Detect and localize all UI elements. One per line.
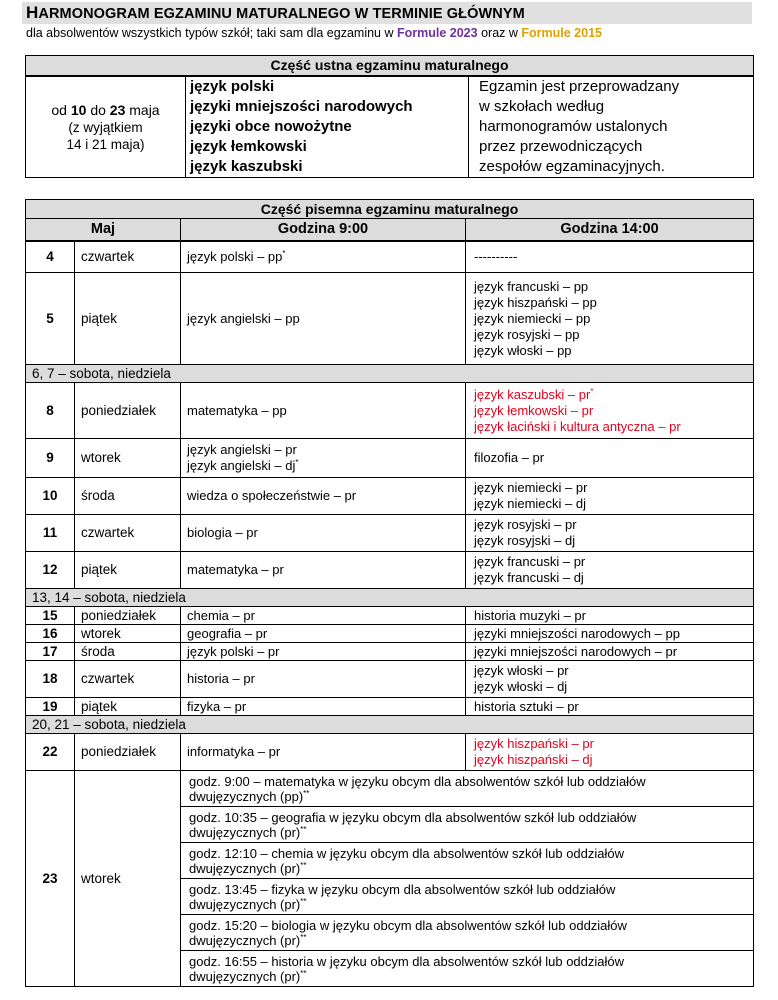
table-row: 4 czwartek język polski – pp* ---------- — [26, 241, 754, 273]
col-afternoon: Godzina 14:00 — [466, 219, 754, 241]
formula-2015-label: Formule 2015 — [521, 26, 602, 40]
table-row: 18 czwartek historia – pr język włoski – pr język włoski – dj — [26, 661, 754, 698]
table-row: 8 poniedziałek matematyka – pp język kaszubski – pr* język łemkowski – pr język łaciński i kultura antyczna – pr — [26, 383, 754, 439]
table-row: 5 piątek język angielski – pp język francuski – pp język hiszpański – pp język niemiecki – pp język rosyjski – pp język włoski – pp — [26, 273, 754, 365]
table-row: 23 wtorek godz. 9:00 – matematyka w języku obcym dla absolwentów szkół lub oddziałów dwujęzycznych (pp)** — [26, 771, 754, 807]
oral-subjects: język polski języki mniejszości narodowych języki obce nowożytne język łemkowski język kaszubski — [186, 76, 469, 178]
col-morning: Godzina 9:00 — [181, 219, 466, 241]
weekend-separator: 13, 14 – sobota, niedziela — [26, 589, 754, 607]
table-row: 15 poniedziałek chemia – pr historia muzyki – pr — [26, 607, 754, 625]
table-row: 10 środa wiedza o społeczeństwie – pr język niemiecki – pr język niemiecki – dj — [26, 478, 754, 515]
col-month: Maj — [26, 219, 181, 241]
written-exam-table: Część pisemna egzaminu maturalnego Maj Godzina 9:00 Godzina 14:00 4 czwartek język polski – pp* ---------- 5 piątek język angielski – pp język francuski – pp język hiszpański – pp język niemiecki – pp język rosyjski – pp język włoski – pp 6, 7 – sobota, niedziela 8 poniedziałek matematyka – pp język kaszubski – pr* język łemkowski – pr język łaciński i kultura antyczna – pr 9 wtorek język angielski – pr język angielski – dj* filozofia – pr 10 środa wiedza o społeczeństwie – pr język niemiecki – pr język niemiecki – dj 11 czwartek biologia – pr język rosyjski – pr język rosyjski – dj 12 piątek matematyka – pr język francuski – pr język francuski – dj 13, 14 – sobota, niedziela 15 poniedziałek chemia – pr historia muzyki – pr 16 wtorek geografia – pr języki mniejszości narodowych – pp 17 środa język polski – pr języki mniejszości narodowych – pr 18 czwartek historia – pr język włoski – pr język włoski – dj 19 piątek fizyka – pr historia sztuki – pr 20, 21 – sobota, niedziela 22 poniedziałek informatyka – pr język hiszpański – pr język hiszpański – dj 23 wtorek godz. 9:00 – matematyka w języku obcym dla absolwentów szkół lub oddziałów dwujęzycznych (pp)** godz. 10:35 – geografia w języku obcym dla absolwentów szkół lub oddziałów dwujęzycznych (pr)** godz. 12:10 – chemia w języku obcym dla absolwentów szkół lub oddziałów dwujęzycznych (pr)** godz. 13:45 – fizyka w języku obcym dla absolwentów szkół lub oddziałów dwujęzycznych (pr)** godz. 15:20 – biologia w języku obcym dla absolwentów szkół lub oddziałów dwujęzycznych (pr)** godz. 16:55 – historia w języku obcym dla absolwentów szkół lub oddziałów dwujęzycznych (pr)** — [25, 199, 754, 987]
table-row: 11 czwartek biologia – pr język rosyjski – pr język rosyjski – dj — [26, 515, 754, 552]
weekend-separator: 20, 21 – sobota, niedziela — [26, 716, 754, 734]
page-subtitle: dla absolwentów wszystkich typów szkół; taki sam dla egzaminu w Formule 2023 oraz w Formule 2015 — [26, 26, 602, 40]
oral-note: Egzamin jest przeprowadzany w szkołach według harmonogramów ustalonych przez przewodniczących zespołów egzaminacyjnych. — [469, 76, 754, 178]
oral-heading: Część ustna egzaminu maturalnego — [26, 56, 754, 76]
written-heading: Część pisemna egzaminu maturalnego — [26, 200, 754, 219]
oral-dates: od 10 do 23 maja (z wyjątkiem 14 i 21 maja) — [26, 76, 186, 178]
weekend-separator: 6, 7 – sobota, niedziela — [26, 365, 754, 383]
formula-2023-label: Formule 2023 — [397, 26, 478, 40]
table-row: 9 wtorek język angielski – pr język angielski – dj* filozofia – pr — [26, 439, 754, 478]
oral-exam-table — [25, 55, 754, 178]
table-row: 19 piątek fizyka – pr historia sztuki – pr — [26, 698, 754, 716]
page-title: HARMONOGRAM EGZAMINU MATURALNEGO W TERMINIE GŁÓWNYM — [26, 3, 525, 22]
table-row: 17 środa język polski – pr języki mniejszości narodowych – pr — [26, 643, 754, 661]
table-row: 12 piątek matematyka – pr język francuski – pr język francuski – dj — [26, 552, 754, 589]
table-row: 22 poniedziałek informatyka – pr język hiszpański – pr język hiszpański – dj — [26, 734, 754, 771]
table-row: 16 wtorek geografia – pr języki mniejszości narodowych – pp — [26, 625, 754, 643]
